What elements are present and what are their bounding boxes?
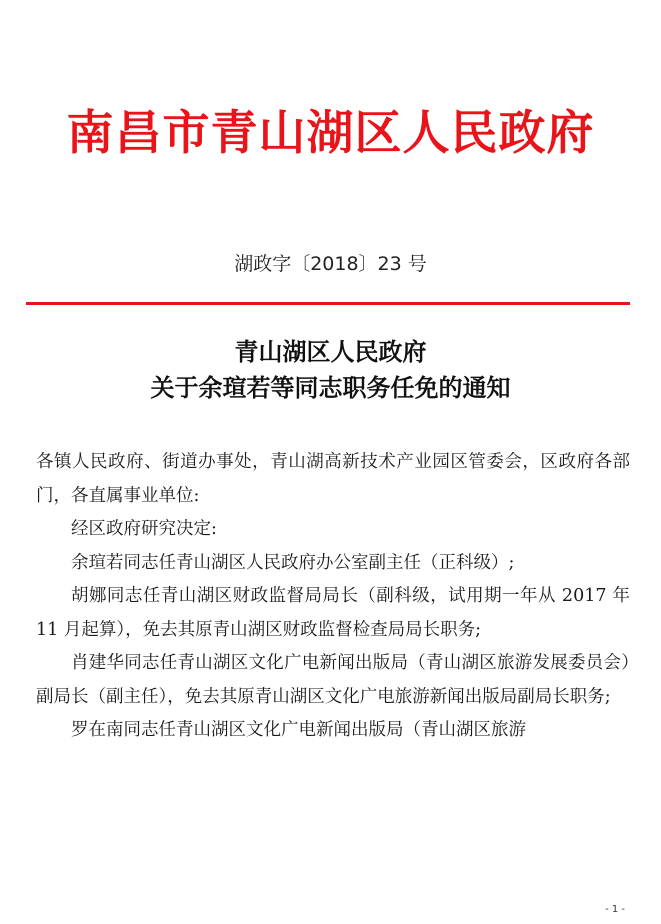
page-number: - 1 -: [605, 904, 625, 915]
body-paragraph-appointment-1: 余瑄若同志任青山湖区人民政府办公室副主任（正科级）;: [71, 552, 515, 573]
body-paragraph-appointment-4: 罗在南同志任青山湖区文化广电新闻出版局（青山湖区旅游: [71, 720, 526, 740]
body-paragraph-appointment-2: 胡娜同志任青山湖区财政监督局局长（副科级，试用期一年从 2017 年 11 月起算），免去其原青山湖区财政监督检查局局长职务;: [36, 586, 630, 640]
addressees: 各镇人民政府、街道办事处，青山湖高新技术产业园区管委会，区政府各部门，各直属事业单位:: [36, 452, 630, 506]
document-title-line-2: 关于余瑄若等同志职务任免的通知: [150, 374, 511, 402]
document-number: 湖政字〔2018〕23 号: [234, 253, 427, 275]
document-title-line-1: 青山湖区人民政府: [234, 338, 427, 366]
body-paragraph-appointment-3: 肖建华同志任青山湖区文化广电新闻出版局（青山湖区旅游发展委员会）副局长（副主任），免去其原青山湖区文化广电旅游新闻出版局副局长职务;: [36, 653, 630, 707]
red-divider-line: [26, 302, 630, 305]
body-paragraph-decision: 经区政府研究决定:: [71, 519, 217, 539]
document-body: [36, 446, 630, 748]
masthead-title: 南昌市青山湖区人民政府: [66, 106, 595, 161]
